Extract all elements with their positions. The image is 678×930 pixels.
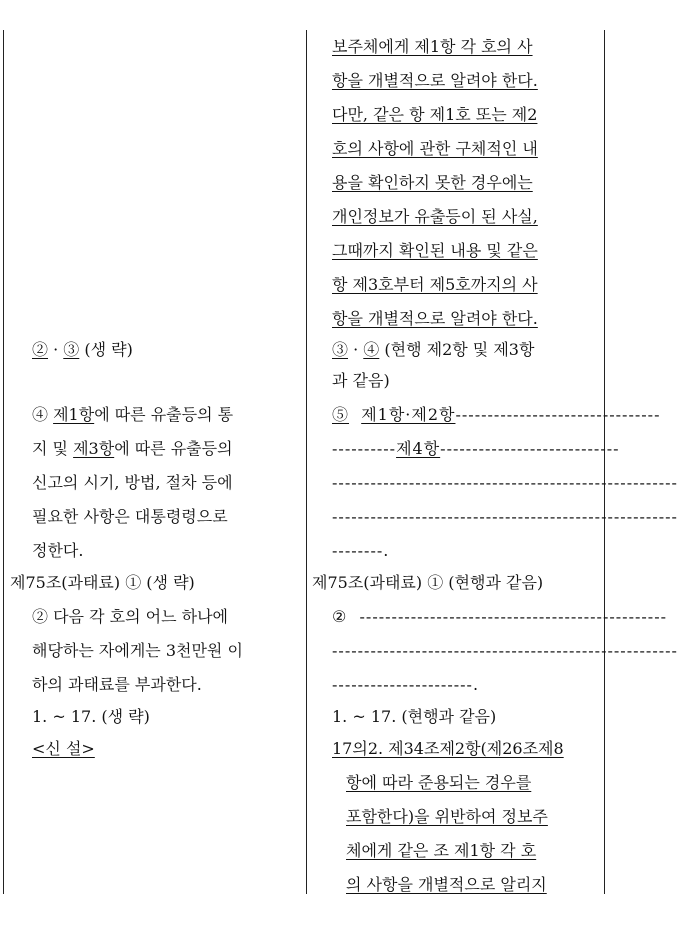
omitted-note: (생 략) <box>79 340 133 359</box>
p4-ref-3: 제3항 <box>73 439 115 458</box>
new-item-17-2-line-1: 17의2. 제34조제2항(제26조제8 <box>332 739 564 758</box>
new-item-17-2-line-3: 포함한다)을 위반하여 정보주 <box>346 807 548 826</box>
right-top-line-3: 다만, 같은 항 제1호 또는 제2 <box>332 105 538 124</box>
right-top-line-2: 항을 개별적으로 알려야 한다. <box>332 71 538 90</box>
right-top-line-7: 그때까지 확인된 내용 및 같은 <box>332 241 538 260</box>
p4-text-1: 에 따른 유출등의 통 <box>94 405 234 424</box>
p4-line-2 <box>32 432 233 466</box>
right-top-line-4: 호의 사항에 관한 구체적인 내 <box>332 139 538 158</box>
p4-text-2b: 에 따른 유출등의 <box>114 439 233 458</box>
p4-number: ④ <box>32 405 54 424</box>
dash-fill: ---------- <box>332 439 397 458</box>
right-art75-p2-line-2: ------------------------------------------------------ <box>332 641 678 660</box>
right-p5-line-1 <box>332 398 661 432</box>
right-top-line-1: 보주체에게 제1항 각 호의 사 <box>332 37 533 56</box>
p5-ref-4: 제4항 <box>396 439 441 458</box>
p4-line-4: 필요한 사항은 대통령령으로 <box>32 507 228 526</box>
right-p5-line-5: --------. <box>332 541 390 560</box>
right-p5-line-3: ------------------------------------------------------ <box>332 473 678 492</box>
p4-ref-1: 제1항 <box>53 405 95 424</box>
left-new-provision-note: <신 설> <box>32 739 95 758</box>
right-top-line-8: 항 제3호부터 제5호까지의 사 <box>332 275 538 294</box>
right-clause-3-4-text: (현행 제2항 및 제3항 <box>379 340 535 359</box>
right-items-1-17: 1. ~ 17. (현행과 같음) <box>332 707 497 726</box>
new-item-17-2-line-2: 항에 따라 준용되는 경우를 <box>346 773 532 792</box>
left-clause-2-ref: ② <box>32 340 49 359</box>
right-art75-p2-number: ② <box>332 607 348 626</box>
p4-line-3: 신고의 시기, 방법, 절차 등에 <box>32 473 233 492</box>
right-clause-3-4-cont: 과 같음) <box>332 371 390 390</box>
right-clause-3-4 <box>332 333 534 367</box>
right-art75-p2-line-3: ----------------------. <box>332 675 480 694</box>
column-divider <box>306 30 307 894</box>
left-art75-p2-line-2: 해당하는 자에게는 3천만원 이 <box>32 641 243 660</box>
left-art75-p2-line-3: 하의 과태료를 부과한다. <box>32 675 202 694</box>
left-clause-3-ref: ③ <box>63 340 80 359</box>
left-art75-p2-line-1: ② 다음 각 호의 어느 하나에 <box>32 607 228 626</box>
new-item-17-2-line-4: 체에게 같은 조 제1항 각 호 <box>346 841 537 860</box>
p4-text-2a: 지 및 <box>32 439 74 458</box>
separator: · <box>348 340 364 359</box>
dash-fill: ------------------------------------------------ <box>359 607 668 626</box>
new-item-17-2-line-5: 의 사항을 개별적으로 알리지 <box>346 875 547 894</box>
right-top-line-5: 용을 확인하지 못한 경우에는 <box>332 173 533 192</box>
left-clause-2-3 <box>32 333 133 367</box>
p4-line-5: 정한다. <box>32 541 84 560</box>
p5-ref-1-2: 제1항·제2항 <box>361 405 456 424</box>
right-border-line <box>604 30 605 894</box>
right-p5-line-4: ------------------------------------------------------ <box>332 507 678 526</box>
p5-number: ⑤ <box>332 405 350 424</box>
separator: · <box>48 340 64 359</box>
left-items-1-17: 1. ~ 17. (생 략) <box>32 707 150 726</box>
left-article-75-heading: 제75조(과태료) ① (생 략) <box>10 573 195 592</box>
dash-fill: ---------------------------- <box>440 439 620 458</box>
left-border-line <box>3 30 4 894</box>
right-clause-4-ref: ④ <box>363 340 380 359</box>
right-clause-3-ref: ③ <box>332 340 349 359</box>
right-top-line-6: 개인정보가 유출등이 된 사실, <box>332 207 538 226</box>
right-art75-p2-line-1 <box>332 600 668 634</box>
p4-line-1 <box>32 398 294 432</box>
right-top-line-9: 항을 개별적으로 알려야 한다. <box>332 309 538 328</box>
dash-fill: -------------------------------- <box>455 405 661 424</box>
right-article-75-heading: 제75조(과태료) ① (현행과 같음) <box>312 573 544 592</box>
right-p5-line-2 <box>332 432 620 466</box>
